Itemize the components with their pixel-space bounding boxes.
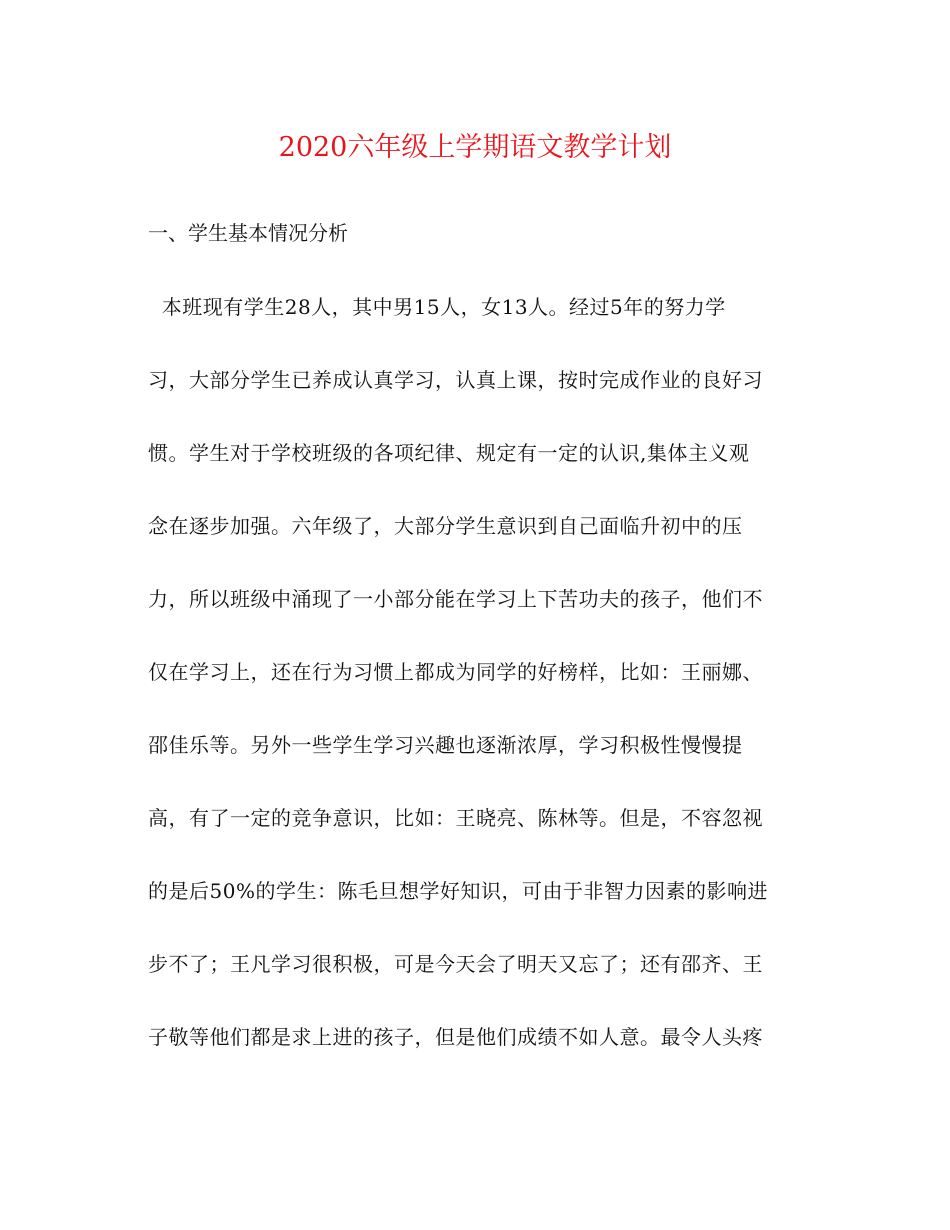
paragraph-line: 子敬等他们都是求上进的孩子，但是他们成绩不如人意。最令人头疼: [148, 1025, 763, 1049]
paragraph-line: 高，有了一定的竞争意识，比如：王晓亮、陈林等。但是，不容忽视: [148, 806, 763, 830]
paragraph-line: 本班现有学生28人，其中男15人，女13人。经过5年的努力学: [148, 295, 726, 319]
paragraph-line: 习，大部分学生已养成认真学习，认真上课，按时完成作业的良好习: [148, 368, 763, 392]
paragraph-line: 惯。学生对于学校班级的各项纪律、规定有一定的认识,集体主义观: [148, 441, 750, 465]
paragraph-line: 邵佳乐等。另外一些学生学习兴趣也逐渐浓厚，学习积极性慢慢提: [148, 733, 743, 757]
section-heading: 一、学生基本情况分析: [148, 221, 348, 245]
document-title: 2020六年级上学期语文教学计划: [278, 132, 672, 163]
paragraph-line: 仅在学习上，还在行为习惯上都成为同学的好榜样，比如：王丽娜、: [148, 660, 763, 684]
paragraph-line: 的是后50%的学生：陈毛旦想学好知识，可由于非智力因素的影响进: [148, 879, 768, 903]
paragraph-line: 步不了；王凡学习很积极，可是今天会了明天又忘了；还有邵齐、王: [148, 952, 763, 976]
paragraph-line: 力，所以班级中涌现了一小部分能在学习上下苦功夫的孩子，他们不: [148, 587, 763, 611]
paragraph-line: 念在逐步加强。六年级了，大部分学生意识到自己面临升初中的压: [148, 514, 743, 538]
